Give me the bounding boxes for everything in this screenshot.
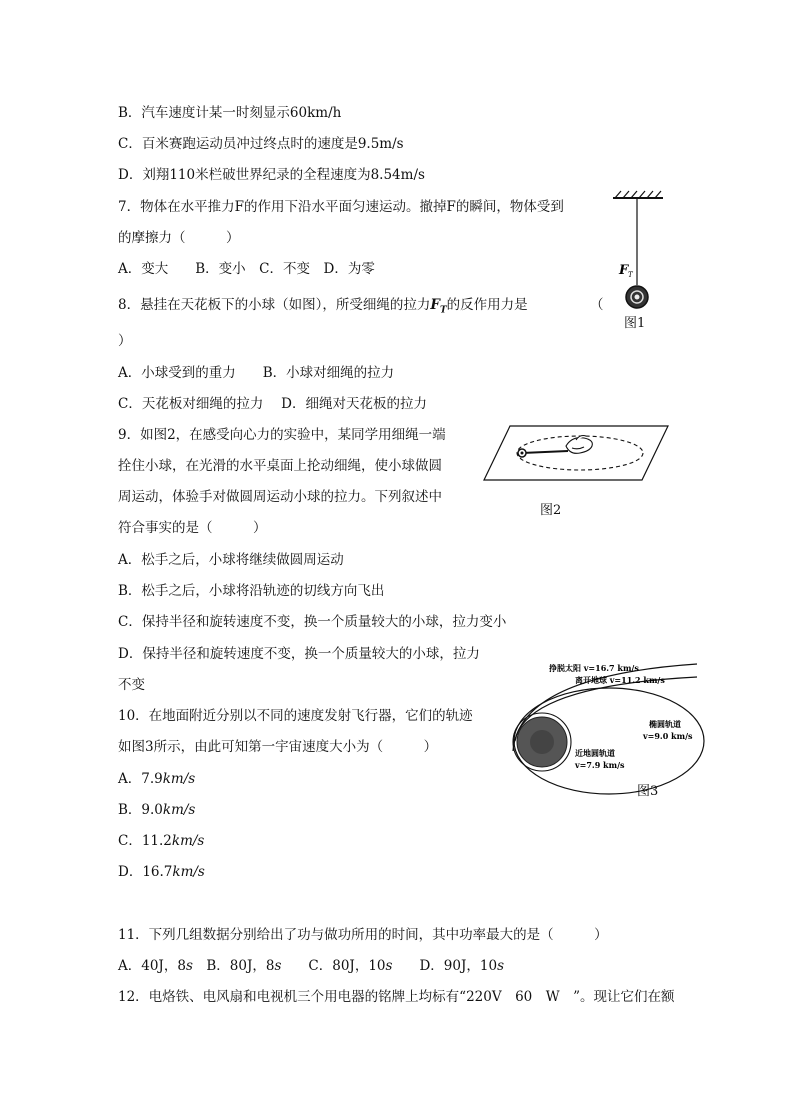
figure-1-caption: 图1 (624, 316, 646, 331)
option-d-liuxiang: D．刘翔110米栏破世界纪录的全程速度为8.54m/s (118, 167, 425, 183)
figure-3-caption: 图3 (637, 784, 659, 799)
ft-subscript: T (439, 305, 447, 316)
question-9-option-a: A．松手之后，小球将继续做圆周运动 (118, 552, 344, 568)
question-9-stem-4: 符合事实的是（ ） (118, 520, 267, 536)
question-11-option-d: D．90J，10s (419, 958, 504, 974)
question-7-options: A．变大 B．变小 C．不变 D．为零 (118, 261, 375, 277)
ft-symbol: F (430, 297, 440, 313)
question-9-stem-1: 9．如图2，在感受向心力的实验中，某同学用细绳一端 (118, 427, 446, 443)
ceiling-hatch (615, 191, 661, 198)
question-8-text: 8．悬挂在天花板下的小球（如图），所受细绳的拉力 (118, 297, 431, 313)
question-8-stem (118, 296, 528, 320)
question-8-options-ab: A．小球受到的重力 B．小球对细绳的拉力 (118, 365, 395, 381)
label-near-earth: 近地圆轨道 (575, 748, 615, 758)
question-9-stem-3: 周运动，体验手对做圆周运动小球的拉力。下列叙述中 (118, 489, 442, 505)
label-elliptical-v: v=9.0 km/s (643, 731, 693, 741)
question-7-stem: 7．物体在水平推力F的作用下沿水平面匀速运动。撤掉F的瞬间，物体受到 (118, 199, 564, 215)
question-9-option-d: D．保持半径和旋转速度不变，换一个质量较大的小球，拉力 (118, 646, 480, 662)
figure-1-force-sub: T (628, 271, 633, 279)
question-11-stem: 11．下列几组数据分别给出了功与做功所用的时间，其中功率最大的是（ ） (118, 927, 608, 943)
label-elliptical: 椭圆轨道 (649, 719, 681, 729)
unit-kms: km/s (162, 802, 196, 818)
question-9-option-c: C．保持半径和旋转速度不变，换一个质量较大的小球，拉力变小 (118, 614, 507, 630)
question-9-option-d-cont: 不变 (118, 677, 145, 693)
question-8-tail: 的反作用力是 (446, 297, 528, 313)
question-10-option-d: D．16.7km/s (118, 864, 205, 880)
question-8-paren-close: ） (118, 333, 132, 349)
figure-1-force-label: F (619, 263, 629, 278)
option-c-sprinter: C．百米赛跑运动员冲过终点时的速度是9.5m/s (118, 136, 404, 152)
figure-3-orbits (505, 656, 705, 796)
question-10-option-c: C．11.2km/s (118, 833, 205, 849)
question-10-option-b: B．9.0km/s (118, 802, 196, 818)
question-9-stem-2: 拴住小球，在光滑的水平桌面上抡动细绳，使小球做圆 (118, 458, 442, 474)
label-near-earth-v: v=7.9 km/s (575, 760, 625, 770)
question-11-option-a: A．40J，8s (118, 958, 193, 974)
question-12-stem: 12．电烙铁、电风扇和电视机三个用电器的铭牌上均标有“220V 60 W ”。现让它们在额 (118, 989, 675, 1005)
option-b-speedometer: B．汽车速度计某一时刻显示60km/h (118, 105, 342, 121)
question-11-option-b: B．80J，8s (206, 958, 282, 974)
figure-2-caption: 图2 (540, 503, 562, 518)
label-escape-sun: 挣脱太阳 v=16.7 km/s (549, 663, 639, 673)
question-11-option-c: C．80J，10s (308, 958, 393, 974)
figure-2-table (480, 418, 670, 488)
figure-1-pendulum (605, 190, 675, 330)
question-10-stem-2: 如图3所示，由此可知第一宇宙速度大小为（ ） (118, 739, 438, 755)
question-9-option-b: B．松手之后，小球将沿轨迹的切线方向飞出 (118, 583, 385, 599)
question-7-stem-cont: 的摩擦力（ ） (118, 230, 240, 246)
unit-kms: km/s (172, 864, 205, 880)
unit-kms: km/s (171, 833, 205, 849)
unit-kms: km/s (162, 771, 196, 787)
question-10-stem-1: 10．在地面附近分别以不同的速度发射飞行器，它们的轨迹 (118, 708, 473, 724)
question-10-option-a: A．7.9km/s (118, 771, 196, 787)
question-11-options (118, 957, 504, 975)
question-8-paren-open: （ (590, 297, 604, 313)
label-escape-earth: 离开地球 v=11.2 km/s (575, 675, 665, 685)
question-8-options-cd: C．天花板对细绳的拉力 D．细绳对天花板的拉力 (118, 396, 427, 412)
